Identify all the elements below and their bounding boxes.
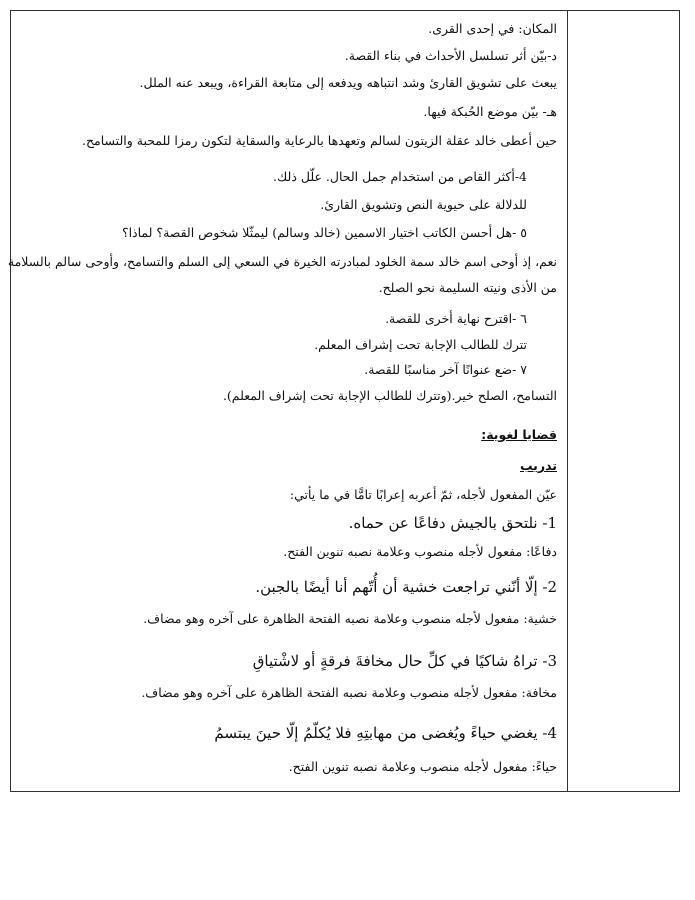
answer-line: تترك للطالب الإجابة تحت إشراف المعلم. <box>314 337 527 352</box>
exercise-instruction: عيّن المفعول لأجله، ثمّ أعربه إعرابًا تامًّا في ما يأتي: <box>289 487 557 502</box>
answer-line: للدلالة على حيوية النص وتشويق القارئ. <box>320 197 527 212</box>
main-column <box>7 11 567 791</box>
answer-line: التسامح، الصلح خير.(وتترك للطالب الإجابة تحت إشراف المعلم). <box>222 388 557 403</box>
answer-line: من الأذى ونيته السليمة نحو الصلح. <box>378 280 557 295</box>
question-6: ٦ -اقترح نهاية أخرى للقصة. <box>385 311 527 326</box>
answer-line: حين أعطى خالد عقلة الزيتون لسالم وتعهدها بالرعاية والسقاية لتكون رمزا للمحبة والتسامح. <box>81 133 557 148</box>
question-4: 4-أكثر القاص من استخدام جمل الحال. علّل ذلك. <box>273 169 527 184</box>
question-5: ٥ -هل أحسن الكاتب اختيار الاسمين (خالد وسالم) ليمثّلا شخوص القصة؟ لماذا؟ <box>121 225 527 240</box>
side-column <box>567 11 679 791</box>
answer-line: حياءً: مفعول لأجله منصوب وعلامة نصبه تنوين الفتح. <box>288 759 557 774</box>
exercise-item-3: 3- تراهُ شاكيًا في كلِّ حال مخافةَ فرقةٍ أو لاشْتياقِ <box>252 652 557 670</box>
question-7: ٧ -ضع عنوانًا آخر مناسبًا للقصة. <box>364 362 527 377</box>
text-line: المكان: في إحدى القرى. <box>428 21 557 36</box>
exercise-heading: تدريب <box>519 458 557 473</box>
question-d: د-بيّن أثر تسلسل الأحداث في بناء القصة. <box>344 48 557 63</box>
exercise-item-4: 4- يغضي حياءً ويُغضى من مهابتِهِ فلا يُكلّمُ إلّا حينَ يبتسمُ <box>214 724 557 742</box>
answer-line: نعم، إذ أوحى اسم خالد سمة الخلود لمبادرته الخيرة في السعي إلى السلم والتسامح، وأوحى سالم بالسلامة <box>7 254 557 269</box>
answer-line: دفاعًا: مفعول لأجله منصوب وعلامة نصبه تنوين الفتح. <box>283 544 557 559</box>
answer-line: خشية: مفعول لأجله منصوب وعلامة نصبه الفتحة الظاهرة على آخره وهو مضاف. <box>143 611 557 626</box>
document-table <box>7 10 680 792</box>
answer-line: يبعث على تشويق القارئ وشد انتباهه ويدفعه إلى متابعة القراءة، ويبعد عنه الملل. <box>139 75 557 90</box>
section-heading: قضايا لغوية: <box>481 427 557 442</box>
answer-line: مخافة: مفعول لأجله منصوب وعلامة نصبه الفتحة الظاهرة على آخره وهو مضاف. <box>141 685 557 700</box>
exercise-item-2: 2- إلّا أنّني تراجعت خشية أن أُتّهم أنا أيضًا بالجبن. <box>255 578 557 596</box>
exercise-item-1: 1- نلتحق بالجيش دفاعًا عن حماه. <box>348 514 557 532</box>
question-h: هـ- بيّن موضع الحُبكة فيها. <box>423 104 557 119</box>
